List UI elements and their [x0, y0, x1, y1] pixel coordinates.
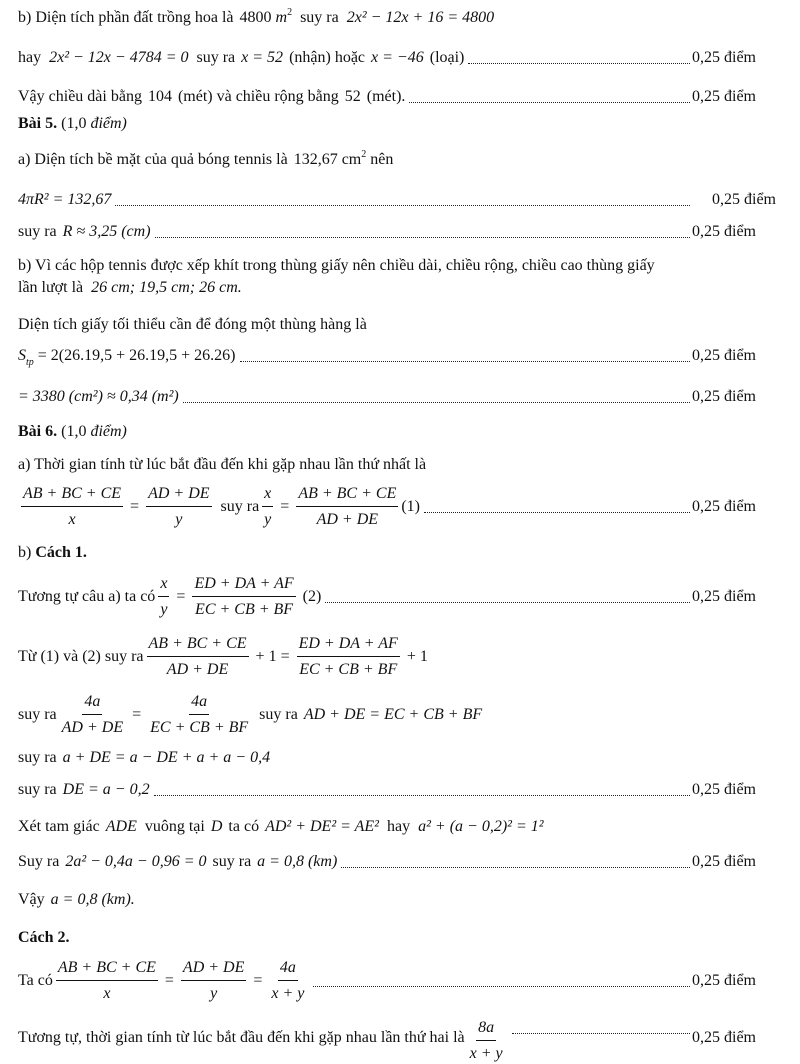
text: ta có — [228, 818, 260, 835]
line-thung-giay — [18, 256, 756, 276]
line-4a: suy ra $\frac{4a}{AD + DE}$ = $\frac{4a}{EC + CB + BF}$ suy ra AD + DE = EC + CB + BF — [18, 693, 483, 736]
heading-title: Bài 5. — [18, 115, 58, 132]
text: lần lượt là — [18, 279, 84, 296]
text: (mét) và chiều rộng bằng — [177, 88, 339, 105]
score: 0,25 điểm — [692, 223, 756, 240]
text: suy ra — [220, 498, 260, 515]
dot-leader — [115, 205, 690, 206]
value: 4800 $m^2$ — [239, 7, 293, 26]
symbol: $S_{tp}$ — [18, 347, 34, 368]
text: hay — [18, 49, 42, 66]
text: Diện tích giấy tối thiểu cần để đóng một thùng hàng là — [18, 316, 367, 333]
score: 0,25 điểm — [692, 781, 756, 798]
line-pythagoras — [18, 817, 756, 837]
dot-leader — [313, 986, 690, 987]
text: a) Diện tích bề mặt của quả bóng tennis là — [18, 151, 288, 168]
text: suy ra — [18, 706, 57, 723]
text: Tương tự, thời gian tính từ lúc bắt đầu đến khi gặp nhau lần thứ hai là — [18, 1029, 465, 1046]
line-dien-tich-bong — [18, 150, 756, 170]
text: (nhận) hoặc — [289, 49, 366, 66]
line-ket-qua-giay — [18, 387, 756, 407]
text: nên — [370, 151, 394, 168]
value: 26 cm; 19,5 cm; 26 cm. — [91, 279, 242, 296]
fraction: $\frac{AB + BC + CE}{x}$ — [57, 959, 156, 1002]
equation: DE = a − 0,2 — [62, 781, 150, 798]
text: suy ra — [196, 49, 236, 66]
triangle: ADE — [105, 818, 137, 835]
fraction: $\frac{4a}{x + y}$ — [271, 959, 305, 1002]
line-cach-1 — [18, 543, 756, 563]
text: Suy ra — [18, 853, 60, 870]
dot-leader — [155, 237, 690, 238]
fraction: $\frac{AB + BC + CE}{AD + DE}$ — [148, 635, 247, 678]
line-cach-2 — [18, 928, 756, 948]
equation: 4πR² = 132,67 — [18, 191, 112, 208]
text: Tương tự câu a) ta có — [18, 588, 156, 605]
fraction: $\frac{ED + DA + AF}{EC + CB + BF}$ — [298, 635, 398, 678]
fraction: $\frac{AD + DE}{y}$ — [148, 485, 210, 528]
score: 0,25 điểm — [692, 347, 756, 364]
score: 0,25 điểm — [692, 88, 756, 105]
fraction: $\frac{ED + DA + AF}{EC + CB + BF}$ — [194, 575, 294, 618]
fraction: $\frac{4a}{EC + CB + BF}$ — [150, 693, 249, 736]
text: Vậy chiều dài bằng — [18, 88, 142, 105]
heading-title: Bài 6. — [18, 423, 58, 440]
dot-leader — [183, 402, 690, 403]
line-thoi-gian-1 — [18, 455, 756, 475]
equation: 2a² − 0,4a − 0,96 = 0 — [65, 853, 207, 870]
heading-points: (1,0 — [61, 115, 87, 132]
line-4piR2 — [18, 190, 776, 210]
dot-leader — [341, 867, 690, 868]
text: (loại) — [429, 49, 465, 66]
line-ban-kinh — [18, 222, 756, 242]
score: 0,25 điểm — [692, 49, 756, 66]
line-pt-bac-hai — [18, 852, 756, 872]
dot-leader — [154, 795, 690, 796]
line-ket-luan — [18, 87, 756, 107]
result: a = 0,8 (km) — [257, 853, 338, 870]
text: hay — [386, 818, 411, 835]
text: b) Vì các hộp tennis được xếp khít trong thùng giấy nên chiều dài, chiều rộng, chiều cao thùng giấy — [18, 257, 655, 274]
text: Từ (1) và (2) suy ra — [18, 648, 144, 665]
root-1: x = 52 — [241, 49, 284, 66]
fraction: $\frac{x}{y}$ — [264, 485, 272, 528]
score: 0,25 điểm — [692, 972, 756, 989]
text: b) Diện tích phần đất trồng hoa là — [18, 9, 234, 26]
dot-leader — [240, 361, 690, 362]
equation: R ≈ 3,25 (cm) — [62, 223, 151, 240]
line-dien-tich-dat — [18, 8, 756, 28]
text: suy ra — [259, 706, 298, 723]
dot-leader — [409, 102, 690, 103]
equation: a² + (a − 0,2)² = 1² — [418, 818, 544, 835]
equation: 2x² − 12x − 4784 = 0 — [49, 49, 189, 66]
score: 0,25 điểm — [692, 498, 756, 515]
text: Ta có — [18, 972, 53, 989]
line-de — [18, 780, 756, 800]
value: 132,67 $cm^2$ — [293, 149, 367, 168]
fraction: $\frac{x}{y}$ — [160, 575, 168, 618]
line-vay — [18, 890, 756, 910]
equation: a + DE = a − DE + a + a − 0,4 — [62, 749, 271, 766]
line-ta-co: Ta có $\frac{AB + BC + CE}{x}$ = $\frac{AD + DE}{y}$ = $\frac{4a}{x + y}$ 0,25 điểm — [18, 959, 756, 1002]
text: vuông tại — [144, 818, 205, 835]
equation: AD + DE = EC + CB + BF — [303, 706, 483, 723]
text: suy ra — [18, 781, 57, 798]
fraction: $\frac{AB + BC + CE}{AD + DE}$ — [298, 485, 397, 528]
text: b) — [18, 544, 32, 561]
equation: = 3380 (cm²) ≈ 0,34 (m²) — [18, 388, 179, 405]
text: suy ra — [18, 223, 57, 240]
line-cong-1 — [18, 634, 756, 680]
dot-leader — [468, 63, 690, 64]
fraction: $\frac{8a}{x + y}$ — [469, 1019, 503, 1062]
line-ti-so-1: $\frac{AB + BC + CE}{x}$ = $\frac{AD + DE}{y}$ suy ra $\frac{x}{y}$ = $\frac{AB + BC + CE}{AD + DE}$ (1) 0,25 điểm — [23, 485, 756, 528]
line-phuong-trinh — [18, 48, 756, 68]
fraction: $\frac{4a}{AD + DE}$ — [61, 693, 124, 736]
score: 0,25 điểm — [692, 853, 756, 870]
line-thoi-gian-2 — [18, 1016, 756, 1062]
equation-tag: (1) — [401, 498, 420, 515]
equation-tag: (2) — [302, 588, 322, 605]
text: suy ra — [212, 853, 252, 870]
root-2: x = −46 — [371, 49, 424, 66]
score: 0,25 điểm — [712, 191, 776, 208]
line-ti-so-2: Tương tự câu a) ta có $\frac{x}{y}$ = $\frac{ED + DA + AF}{EC + CB + BF}$ (2) 0,25 điểm — [18, 575, 756, 618]
value: 52 — [344, 88, 361, 105]
heading-points-unit: điểm) — [90, 423, 127, 440]
score: 0,25 điểm — [692, 588, 756, 605]
line-dien-tich-giay — [18, 315, 756, 335]
text: (mét). — [366, 88, 406, 105]
line-a-de — [18, 748, 756, 768]
method-title: Cách 2. — [18, 929, 70, 946]
operator: + 1 = — [255, 648, 290, 665]
line-stp — [18, 346, 756, 366]
method-title: Cách 1. — [35, 544, 87, 561]
dot-leader — [325, 602, 690, 603]
text: a) Thời gian tính từ lúc bắt đầu đến khi gặp nhau lần thứ nhất là — [18, 456, 427, 473]
equation: 2x² − 12x + 16 = 4800 — [346, 9, 495, 26]
equation: = 2(26.19,5 + 26.19,5 + 26.26) — [37, 347, 236, 364]
text: Xét tam giác — [18, 818, 100, 835]
line-kich-thuoc — [18, 278, 756, 298]
heading-points: (1,0 — [61, 423, 87, 440]
result: a = 0,8 (km). — [50, 891, 135, 908]
operator: + 1 — [406, 648, 428, 665]
text: suy ra — [300, 9, 339, 26]
text: Vậy — [18, 891, 45, 908]
dot-leader — [512, 1033, 690, 1034]
score: 0,25 điểm — [692, 388, 756, 405]
text: suy ra — [18, 749, 57, 766]
heading-bai-5 — [18, 114, 756, 134]
equation: AD² + DE² = AE² — [265, 818, 379, 835]
vertex: D — [210, 818, 223, 835]
value: 104 — [147, 88, 172, 105]
dot-leader — [424, 512, 690, 513]
heading-points-unit: điểm) — [90, 115, 127, 132]
score: 0,25 điểm — [692, 1029, 756, 1046]
fraction: $\frac{AB + BC + CE}{x}$ — [23, 485, 122, 528]
heading-bai-6 — [18, 422, 756, 442]
fraction: $\frac{AD + DE}{y}$ — [182, 959, 245, 1002]
